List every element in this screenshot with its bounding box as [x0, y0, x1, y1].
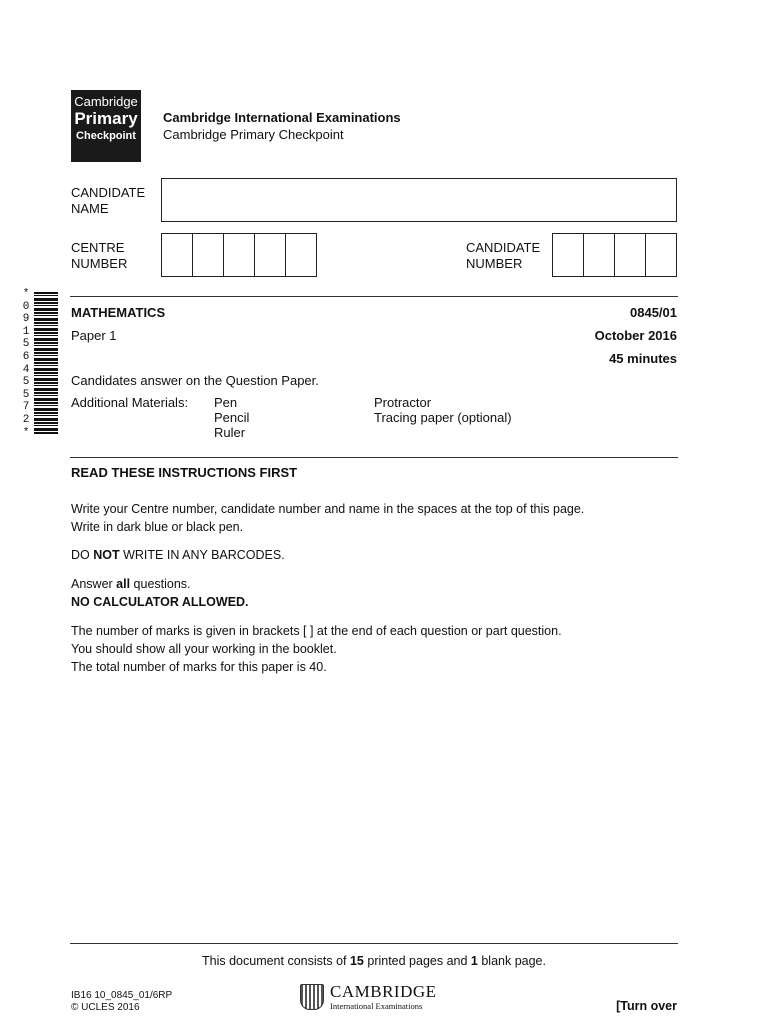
barcode-digit: 7 — [22, 401, 30, 414]
materials-list-1 — [214, 395, 249, 440]
document-code: IB16 10_0845_01/6RP © UCLES 2016 — [71, 990, 173, 1013]
material-item: Pencil — [214, 410, 250, 425]
instructions-heading: READ THESE INSTRUCTIONS FIRST — [71, 465, 298, 480]
instructions-block-2: DO NOT WRITE IN ANY BARCODES. — [71, 548, 285, 562]
candidate-name-label: CANDIDATE NAME — [71, 185, 146, 216]
logo-line-2: Primary — [74, 109, 138, 128]
subject-title: MATHEMATICS — [71, 305, 166, 320]
barcode-digit: 9 — [22, 313, 30, 326]
centre-number-cell[interactable] — [224, 234, 255, 276]
centre-number-field[interactable] — [161, 233, 317, 277]
barcode-digit: 0 — [22, 300, 30, 313]
centre-number-cell[interactable] — [286, 234, 316, 276]
candidate-number-cell[interactable] — [646, 234, 676, 276]
barcode-digit: 2 — [22, 413, 30, 426]
turn-over-note: [Turn over — [616, 999, 677, 1013]
barcode-digit: * — [22, 288, 30, 300]
centre-number-cell[interactable] — [162, 234, 193, 276]
instructions-block-1: Write your Centre number, candidate number and name in the spaces at the top of this page. Write in dark blue or black pen. — [71, 502, 585, 534]
barcode-digit: 6 — [22, 350, 30, 363]
exam-board-name: Cambridge International Examinations — [163, 110, 401, 125]
centre-number-cell[interactable] — [255, 234, 286, 276]
page-count-note: This document consists of 15 printed pages and 1 blank page. — [202, 954, 546, 968]
materials-label: Additional Materials: — [71, 395, 189, 410]
barcode — [34, 292, 58, 434]
candidate-number-cell[interactable] — [553, 234, 584, 276]
candidate-name-field[interactable] — [161, 178, 677, 222]
barcode-digit: 1 — [22, 325, 30, 338]
barcode-digit: 5 — [22, 388, 30, 401]
answer-note: Candidates answer on the Question Paper. — [71, 373, 319, 388]
barcode-digits — [19, 288, 33, 439]
materials-list-2 — [374, 395, 512, 425]
barcode-digit: 5 — [22, 376, 30, 389]
barcode-digit: 4 — [22, 363, 30, 376]
divider — [70, 296, 678, 297]
exam-session: October 2016 — [594, 328, 677, 343]
material-item: Protractor — [374, 395, 432, 410]
paper-number: Paper 1 — [71, 328, 117, 343]
instructions-block-3: Answer all questions. NO CALCULATOR ALLOWED. — [71, 577, 249, 609]
candidate-number-label: CANDIDATE NUMBER — [466, 240, 541, 271]
barcode-digit: 5 — [22, 338, 30, 351]
material-item: Ruler — [214, 425, 246, 440]
candidate-number-cell[interactable] — [615, 234, 646, 276]
centre-number-cell[interactable] — [193, 234, 224, 276]
candidate-number-field[interactable] — [552, 233, 677, 277]
logo-line-3: Checkpoint — [76, 130, 136, 142]
candidate-number-cell[interactable] — [584, 234, 615, 276]
cambridge-crest-icon — [300, 984, 324, 1010]
material-item: Tracing paper (optional) — [374, 410, 512, 425]
centre-number-label: CENTRE NUMBER — [71, 240, 128, 271]
barcode-digit: * — [22, 426, 30, 439]
paper-code: 0845/01 — [630, 305, 677, 320]
logo-line-1: Cambridge — [74, 94, 138, 109]
exam-duration: 45 minutes — [609, 351, 677, 366]
cambridge-primary-checkpoint-logo — [71, 90, 141, 162]
material-item: Pen — [214, 395, 238, 410]
instructions-block-4: The number of marks is given in brackets [ ] at the end of each question or part question. You should show all your working in the booklet. The total number of marks for this paper is 40. — [71, 624, 562, 674]
footer-divider — [70, 943, 678, 944]
program-name: Cambridge Primary Checkpoint — [163, 127, 344, 142]
divider — [70, 457, 678, 458]
cambridge-footer-logo: CAMBRIDGE International Examinations — [330, 982, 437, 1011]
